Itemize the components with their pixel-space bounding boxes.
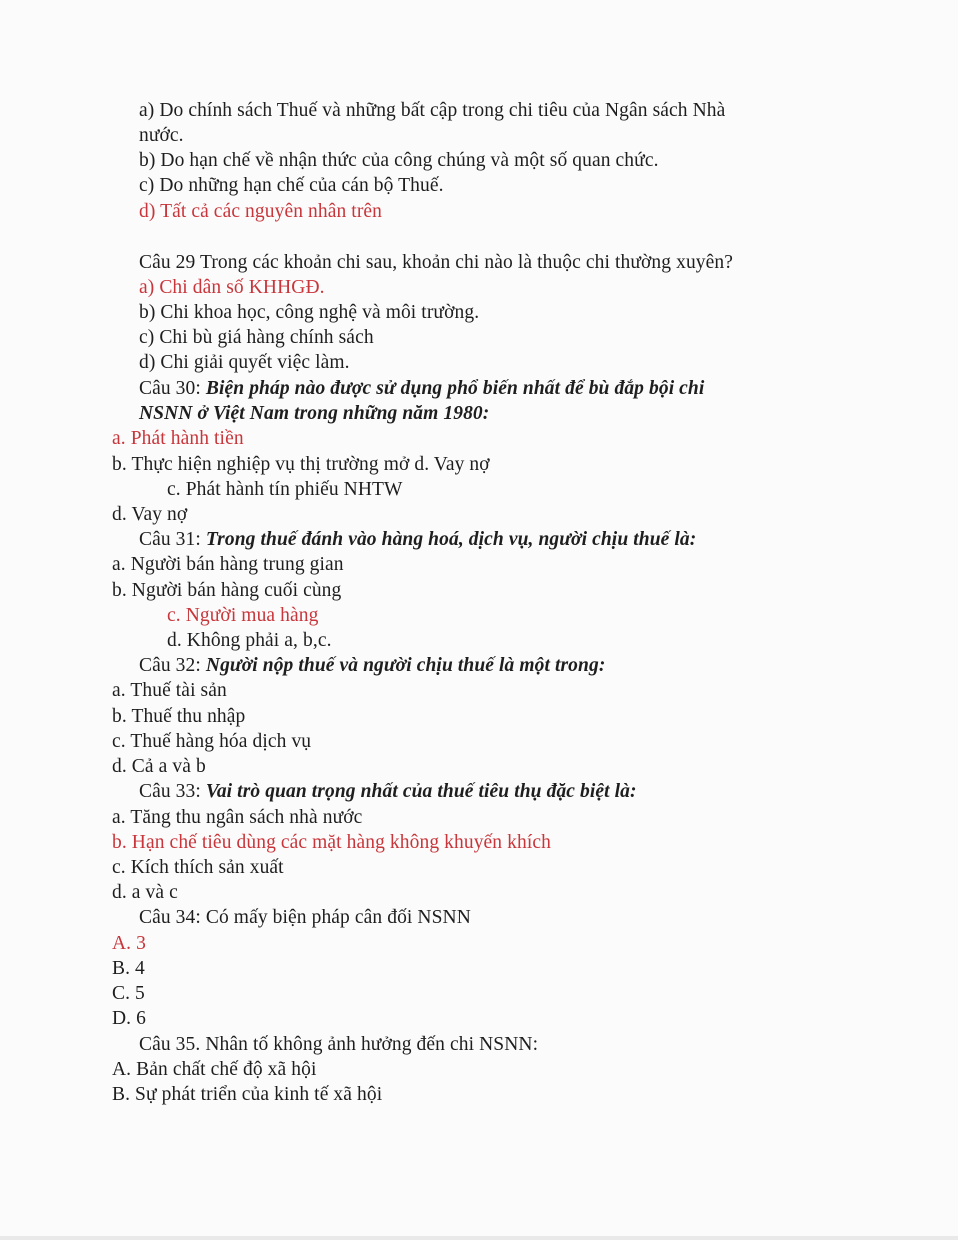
q29-option-d: d) Chi giải quyết việc làm. [139,352,350,373]
q28-option-b: b) Do hạn chế về nhận thức của công chúng và một số quan chức. [139,150,659,171]
q29-option-a-answer: a) Chi dân số KHHGĐ. [139,277,325,298]
q29-option-c: c) Chi bù giá hàng chính sách [139,327,374,348]
q32-number: Câu 32: [139,655,206,676]
q34-option-a-answer: A. 3 [112,933,146,954]
q28-option-a: a) Do chính sách Thuế và những bất cập trong chi tiêu của Ngân sách Nhà [139,100,726,121]
q32-option-b: b. Thuế thu nhập [112,706,246,727]
q33-option-c: c. Kích thích sản xuất [112,857,284,878]
q32-option-a: a. Thuế tài sản [112,680,227,701]
q34-option-c: C. 5 [112,983,145,1004]
q33-option-a: a. Tăng thu ngân sách nhà nước [112,807,363,828]
q34-option-b: B. 4 [112,958,145,979]
q31-text: Trong thuế đánh vào hàng hoá, dịch vụ, người chịu thuế là: [205,529,697,550]
q32-text: Người nộp thuế và người chịu thuế là một trong: [205,655,606,676]
q31-number: Câu 31: [139,529,206,550]
q33-question [139,779,637,804]
q35-option-b: B. Sự phát triển của kinh tế xã hội [112,1084,383,1105]
q32-option-d: d. Cả a và b [112,756,206,777]
q33-option-d: d. a và c [112,882,178,903]
q33-option-b-answer: b. Hạn chế tiêu dùng các mặt hàng không khuyến khích [112,832,551,853]
q28-option-a-cont: nước. [139,125,184,146]
page-bottom-edge [0,1236,958,1240]
q35-question: Câu 35. Nhân tố không ảnh hưởng đến chi NSNN: [139,1034,539,1055]
q31-question [139,527,696,552]
q35-option-a: A. Bản chất chế độ xã hội [112,1059,317,1080]
q31-option-d: d. Không phải a, b,c. [167,630,332,651]
q30-text: Biện pháp nào được sử dụng phổ biến nhất để bù đắp bội chi [205,378,705,399]
q32-question [139,653,605,678]
q30-number: Câu 30: [139,378,206,399]
q33-number: Câu 33: [139,781,206,802]
q30-option-d: d. Vay nợ [112,504,188,525]
q31-option-b: b. Người bán hàng cuối cùng [112,580,342,601]
q31-option-a: a. Người bán hàng trung gian [112,554,344,575]
q31-option-c-answer: c. Người mua hàng [167,605,319,626]
q30-option-a-answer: a. Phát hành tiền [112,428,244,449]
q34-option-d: D. 6 [112,1008,146,1029]
q30-option-c: c. Phát hành tín phiếu NHTW [167,479,403,500]
q28-option-d-answer: d) Tất cả các nguyên nhân trên [139,201,383,222]
q28-option-c: c) Do những hạn chế của cán bộ Thuế. [139,175,444,196]
q30-option-b: b. Thực hiện nghiệp vụ thị trường mở d. Vay nợ [112,454,490,475]
q33-text: Vai trò quan trọng nhất của thuế tiêu thụ đặc biệt là: [205,781,637,802]
q29-option-b: b) Chi khoa học, công nghệ và môi trường. [139,302,480,323]
q30-text-cont: NSNN ở Việt Nam trong những năm 1980: [139,403,490,424]
q30-question [139,376,704,401]
q34-question: Câu 34: Có mấy biện pháp cân đối NSNN [139,907,471,928]
q32-option-c: c. Thuế hàng hóa dịch vụ [112,731,312,752]
q29-question: Câu 29 Trong các khoản chi sau, khoản chi nào là thuộc chi thường xuyên? [139,252,733,273]
